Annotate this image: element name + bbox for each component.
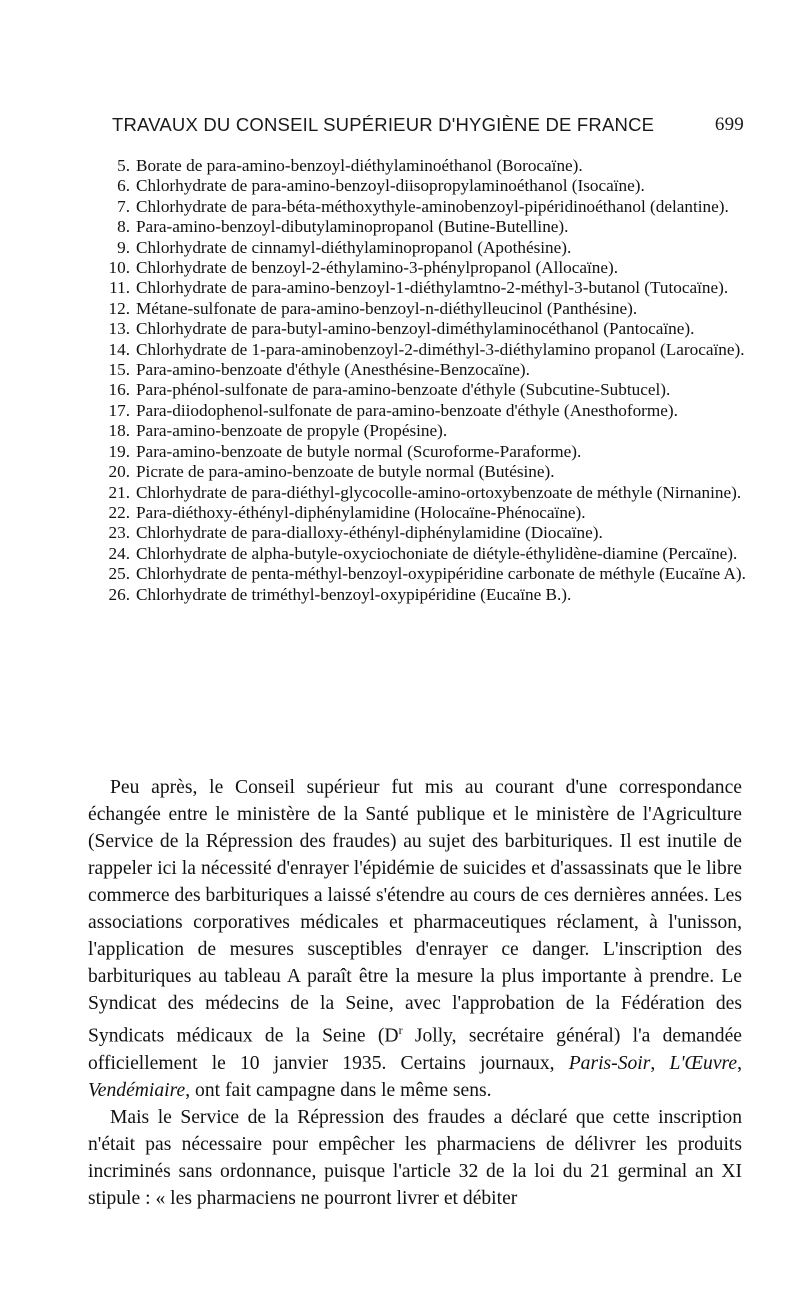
list-item-text: Chlorhydrate de cinnamyl-diéthylaminopropanol (Apothésine). <box>136 237 572 257</box>
list-item <box>100 564 748 584</box>
list-item-number: 14. <box>108 339 130 359</box>
body-text <box>88 774 742 1212</box>
header-title: TRAVAUX DU CONSEIL SUPÉRIEUR D'HYGIÈNE DE FRANCE <box>112 114 655 135</box>
list-item-text: Chlorhydrate de penta-méthyl-benzoyl-oxypipéridine carbonate de méthyle (Eucaïne A). <box>136 564 746 584</box>
list-item-number: 17. <box>108 400 130 420</box>
list-item-number: 8. <box>117 217 130 237</box>
list-item-text: Chlorhydrate de alpha-butyle-oxyciochoniate de diétyle-éthylidène-diamine (Percaïne). <box>136 543 738 563</box>
list-item-text: Chlorhydrate de 1-para-aminobenzoyl-2-diméthyl-3-diéthylamino propanol (Larocaïne). <box>136 339 745 359</box>
list-item-number: 7. <box>117 196 130 216</box>
list-item <box>100 401 748 421</box>
list-item-number: 26. <box>108 584 130 604</box>
list-item-number: 10. <box>108 258 130 278</box>
list-item-number: 25. <box>108 564 130 584</box>
list-item-text: Chlorhydrate de para-amino-benzoyl-1-diéthylamtno-2-méthyl-3-butanol (Tutocaïne). <box>136 278 729 298</box>
list-item <box>100 299 748 319</box>
list-item-number: 15. <box>108 360 130 380</box>
list-item-text: Para-amino-benzoate d'éthyle (Anesthésine-Benzocaïne). <box>136 360 530 380</box>
paragraph-1-part-c: , ont fait campagne dans le même sens. <box>185 1079 492 1101</box>
list-item-text: Para-diéthoxy-éthényl-diphénylamidine (Holocaïne-Phénocaïne). <box>136 502 586 522</box>
list-item-text: Para-diiodophenol-sulfonate de para-amino-benzoate d'éthyle (Anesthoforme). <box>136 400 678 420</box>
list-item <box>100 340 748 360</box>
list-item-number: 5. <box>117 156 130 175</box>
journal-vendemiaire: Vendémiaire <box>88 1079 186 1101</box>
list-item-text: Chlorhydrate de para-amino-benzoyl-diisopropylaminoéthanol (Isocaïne). <box>136 176 645 196</box>
list-item-number: 19. <box>108 441 130 461</box>
list-item-text: Chlorhydrate de benzoyl-2-éthylamino-3-phénylpropanol (Allocaïne). <box>136 258 619 278</box>
list-item-text: Métane-sulfonate de para-amino-benzoyl-n-diéthylleucinol (Panthésine). <box>136 298 638 318</box>
page-number: 699 <box>714 114 744 135</box>
list-item-number: 6. <box>117 176 130 196</box>
list-item <box>100 544 748 564</box>
list-item-number: 22. <box>108 502 130 522</box>
list-item <box>100 197 748 217</box>
list-item <box>100 278 748 298</box>
list-item <box>100 585 748 605</box>
anesthetics-list <box>100 156 748 605</box>
list-item <box>100 258 748 278</box>
list-item-number: 24. <box>108 543 130 563</box>
list-item-text: Chlorhydrate de para-diéthyl-glycocolle-amino-ortoxybenzoate de méthyle (Nirnanine). <box>136 482 742 502</box>
list-item <box>100 523 748 543</box>
list-item-number: 18. <box>108 421 130 441</box>
list-item-text: Chlorhydrate de para-béta-méthoxythyle-aminobenzoyl-pipéridinoéthanol (delantine). <box>136 196 729 216</box>
paragraph-1 <box>88 774 742 1104</box>
list-item-text: Chlorhydrate de para-butyl-amino-benzoyl-diméthylaminocéthanol (Pantocaïne). <box>136 319 695 339</box>
list-item <box>100 462 748 482</box>
list-item-number: 16. <box>108 380 130 400</box>
list-item-text: Para-phénol-sulfonate de para-amino-benzoate d'éthyle (Subcutine-Subtucel). <box>136 380 671 400</box>
separator: , <box>650 1052 670 1074</box>
list-item <box>100 156 748 176</box>
list-item <box>100 319 748 339</box>
list-item-number: 9. <box>117 237 130 257</box>
separator: , <box>737 1052 743 1074</box>
list-item-number: 12. <box>108 298 130 318</box>
list-item-number: 11. <box>109 278 130 298</box>
journal-paris-soir: Paris-Soir <box>568 1052 651 1074</box>
list-item-number: 20. <box>108 462 130 482</box>
list-item <box>100 380 748 400</box>
list-item-text: Para-amino-benzoyl-dibutylaminopropanol (Butine-Butelline). <box>136 217 569 237</box>
list-item <box>100 176 748 196</box>
list-item <box>100 360 748 380</box>
doctor-superscript: r <box>398 1023 403 1037</box>
list-item-text: Picrate de para-amino-benzoate de butyle normal (Butésine). <box>136 462 555 482</box>
list-item-number: 21. <box>108 482 130 502</box>
list-item <box>100 503 748 523</box>
paragraph-2: Mais le Service de la Répression des fraudes a déclaré que cette inscription n'était pas nécessaire pour empêcher les pharmaciens de délivrer les produits incriminés sans ordonnance, puisque l'article 32 de la loi du 21 germinal an XI stipule : « les pharmaciens ne pourront livrer et débiter <box>88 1106 742 1209</box>
list-item-text: Borate de para-amino-benzoyl-diéthylaminoéthanol (Borocaïne). <box>136 156 583 175</box>
paragraph-1-part-b: Jolly, secrétaire général) l'a demandée officiellement le 10 janvier 1935. Certains journaux, <box>88 1025 742 1074</box>
paragraph-1-part-a: Peu après, le Conseil supérieur fut mis au courant d'une correspondance échangée entre le ministère de la Santé publique et le ministère de l'Agriculture (Service de la Répression des fraudes) au sujet des barbituriques. Il est inutile de rappeler ici la nécessité d'enrayer l'épidémie de suicides et d'assassinats que le libre commerce des barbituriques a laissé s'étendre au cours de ces dernières années. Les associations corporatives médicales et pharmaceutiques réclament, à l'unisson, l'application de mesures susceptibles d'enrayer ce danger. L'inscription des barbituriques au tableau A paraît être la mesure la plus importante à prendre. Le Syndicat des médecins de la Seine, avec l'approbation de la Fédération des Syndicats médicaux de la Seine (D <box>88 777 742 1047</box>
list-item-number: 13. <box>108 319 130 339</box>
list-item <box>100 238 748 258</box>
list-item-number: 23. <box>108 523 130 543</box>
list-item <box>100 483 748 503</box>
list-item-text: Chlorhydrate de triméthyl-benzoyl-oxypipéridine (Eucaïne B.). <box>136 584 572 604</box>
list-item <box>100 421 748 441</box>
journal-loeuvre: L'Œuvre <box>669 1052 738 1074</box>
list-item-text: Para-amino-benzoate de butyle normal (Scuroforme-Paraforme). <box>136 441 582 461</box>
list-item <box>100 217 748 237</box>
list-item-text: Chlorhydrate de para-dialloxy-éthényl-diphénylamidine (Diocaïne). <box>136 523 603 543</box>
list-item <box>100 442 748 462</box>
list-item-text: Para-amino-benzoate de propyle (Propésine). <box>136 421 448 441</box>
